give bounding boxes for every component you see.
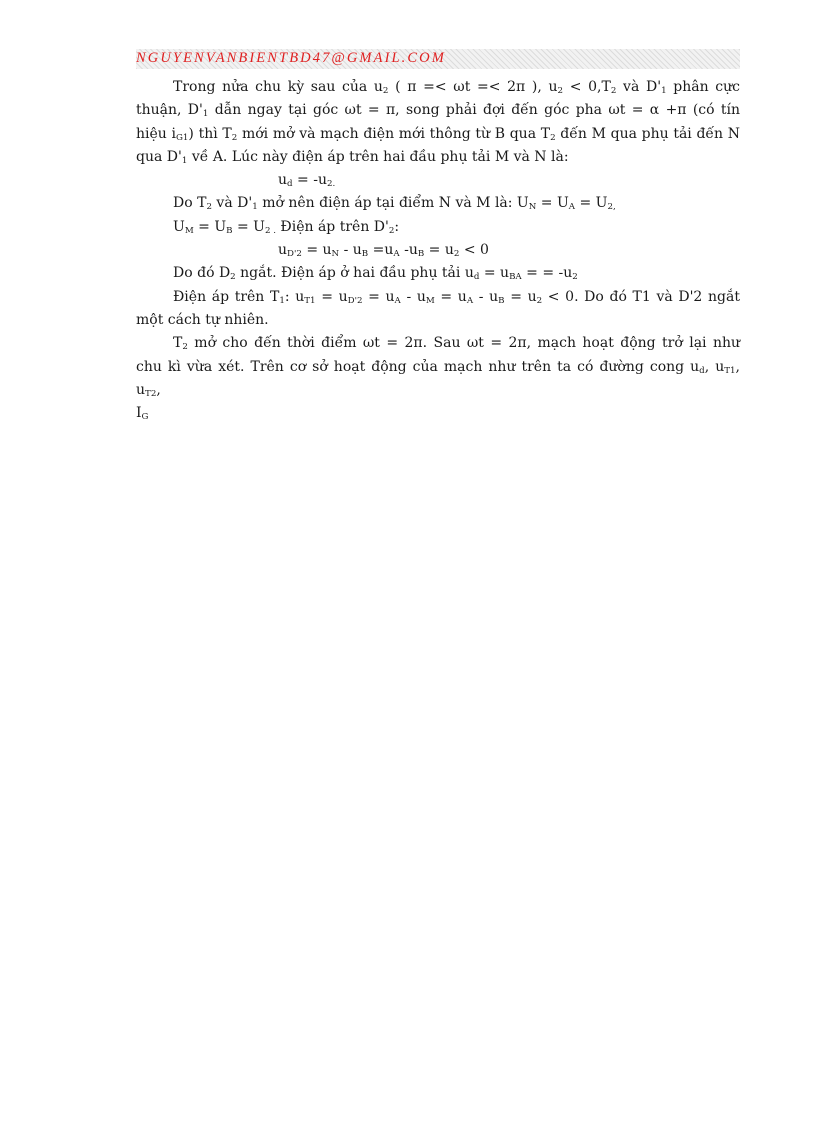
paragraph-line: $I_G$: [136, 405, 149, 423]
equation-line: $u_{D'2} = u_N - u_B =u_A$ $-u_B = u_2 < 0$: [278, 242, 489, 260]
paragraph-line: Do $T_2$ và $D'_1$ mở nên điện áp tại điểm N và M là: $U_N = U_A = U_{2,}$: [173, 195, 616, 213]
paragraph-line: $T_2$ mở cho đến thời điểm ωt = 2π. Sau ωt = 2π, mạch hoạt động trở lại như: [173, 335, 740, 353]
paragraph-line: chu kì vừa xét. Trên cơ sở hoạt động của mạch như trên ta có đường cong $u_d$, $u_{T1}$, $u_{T2}$,: [136, 358, 740, 399]
header-email: NGUYENVANBIENTBD47@GMAIL.COM: [136, 50, 446, 66]
paragraph-line: Điện áp trên $T_1$: $u_{T1} = u_{D'2} = u_A - u_M = u_A - u_B = u_2 < 0$. Do đó T1 và D'2 ngắt: [173, 288, 740, 306]
paragraph-line: qua $D'_1$ về A. Lúc này điện áp trên hai đầu phụ tải M và N là:: [136, 148, 569, 166]
paragraph-line: Do đó $D_2$ ngắt. Điện áp ở hai đầu phụ tải $u_d = u_{BA}$ = = $-u_2$: [173, 265, 578, 283]
paragraph-line: $U_M = U_B = U_{2 .}$ Điện áp trên $D'_2$:: [173, 218, 400, 236]
paragraph-line: một cách tự nhiên.: [136, 311, 269, 328]
document-body: [136, 76, 740, 425]
equation-line: $u_d = -u_{2.}$: [278, 172, 336, 190]
paragraph-line: hiệu $i_{G1}$) thì $T_2$ mới mở và mạch điện mới thông từ B qua $T_2$ đến M qua phụ tải đến N: [136, 125, 740, 143]
paragraph-line: thuận, $D'_1$ dẫn ngay tại góc ωt = π, song phải đợi đến góc pha ωt = α +π (có tín: [136, 102, 741, 120]
paragraph-line: Trong nửa chu kỳ sau của $u_2$ ( π =< ωt =< 2π ), $u_2 < 0,T_2$ và $D'_1$ phân cực: [173, 79, 740, 96]
